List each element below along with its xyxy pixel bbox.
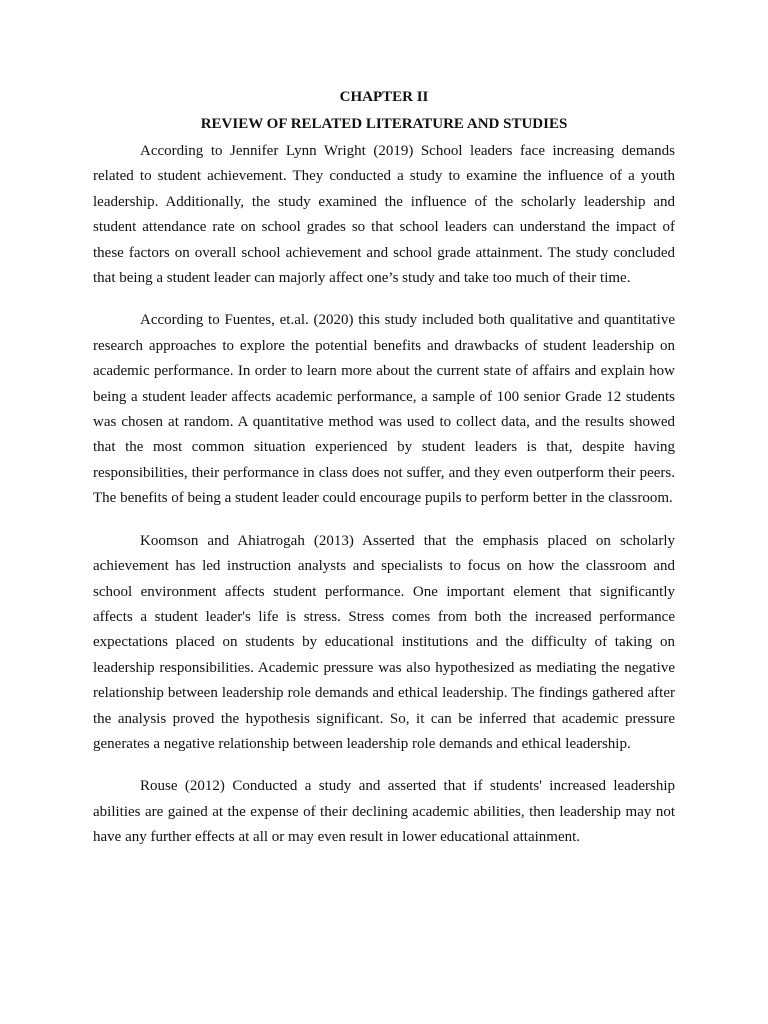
section-title: REVIEW OF RELATED LITERATURE AND STUDIES: [200, 116, 568, 132]
paragraph-wright: According to Jennifer Lynn Wright (2019) School leaders face increasing demands related to student achievement. They conducted a study to examine the influence of a youth leadership. Additionally, the study examined the influence of the scholarly leadership and student attendance rate on school grades so that school leaders can understand the impact of these factors on overall school achievement and school grade attainment. The study concluded that being a student leader can majorly affect one’s study and take too much of their time.: [93, 143, 675, 287]
document-page: [93, 87, 675, 868]
chapter-heading: CHAPTER II: [339, 89, 429, 105]
paragraph-koomson: Koomson and Ahiatrogah (2013) Asserted that the emphasis placed on scholarly achievement has led instruction analysts and specialists to focus on how the classroom and school environment affects student performance. One important element that significantly affects a student leader's life is stress. Stress comes from both the increased performance expectations placed on students by educational institutions and the difficulty of taking on leadership responsibilities. Academic pressure was also hypothesized as mediating the negative relationship between leadership role demands and ethical leadership. The findings gathered after the analysis proved the hypothesis significant. So, it can be inferred that academic pressure generates a negative relationship between leadership role demands and ethical leadership.: [93, 532, 675, 752]
paragraph-fuentes: According to Fuentes, et.al. (2020) this study included both qualitative and quantitative research approaches to explore the potential benefits and drawbacks of student leadership on academic performance. In order to learn more about the current state of affairs and explain how being a student leader affects academic performance, a sample of 100 senior Grade 12 students was chosen at random. A quantitative method was used to collect data, and the results showed that the most common situation experienced by student leaders is that, despite having responsibilities, their performance in class does not suffer, and they even outperform their peers. The benefits of being a student leader could encourage pupils to perform better in the classroom.: [93, 312, 675, 507]
paragraph-rouse: Rouse (2012) Conducted a study and asserted that if students' increased leadership abilities are gained at the expense of their declining academic abilities, then leadership may not have any further effects at all or may even result in lower educational attainment.: [93, 778, 675, 846]
